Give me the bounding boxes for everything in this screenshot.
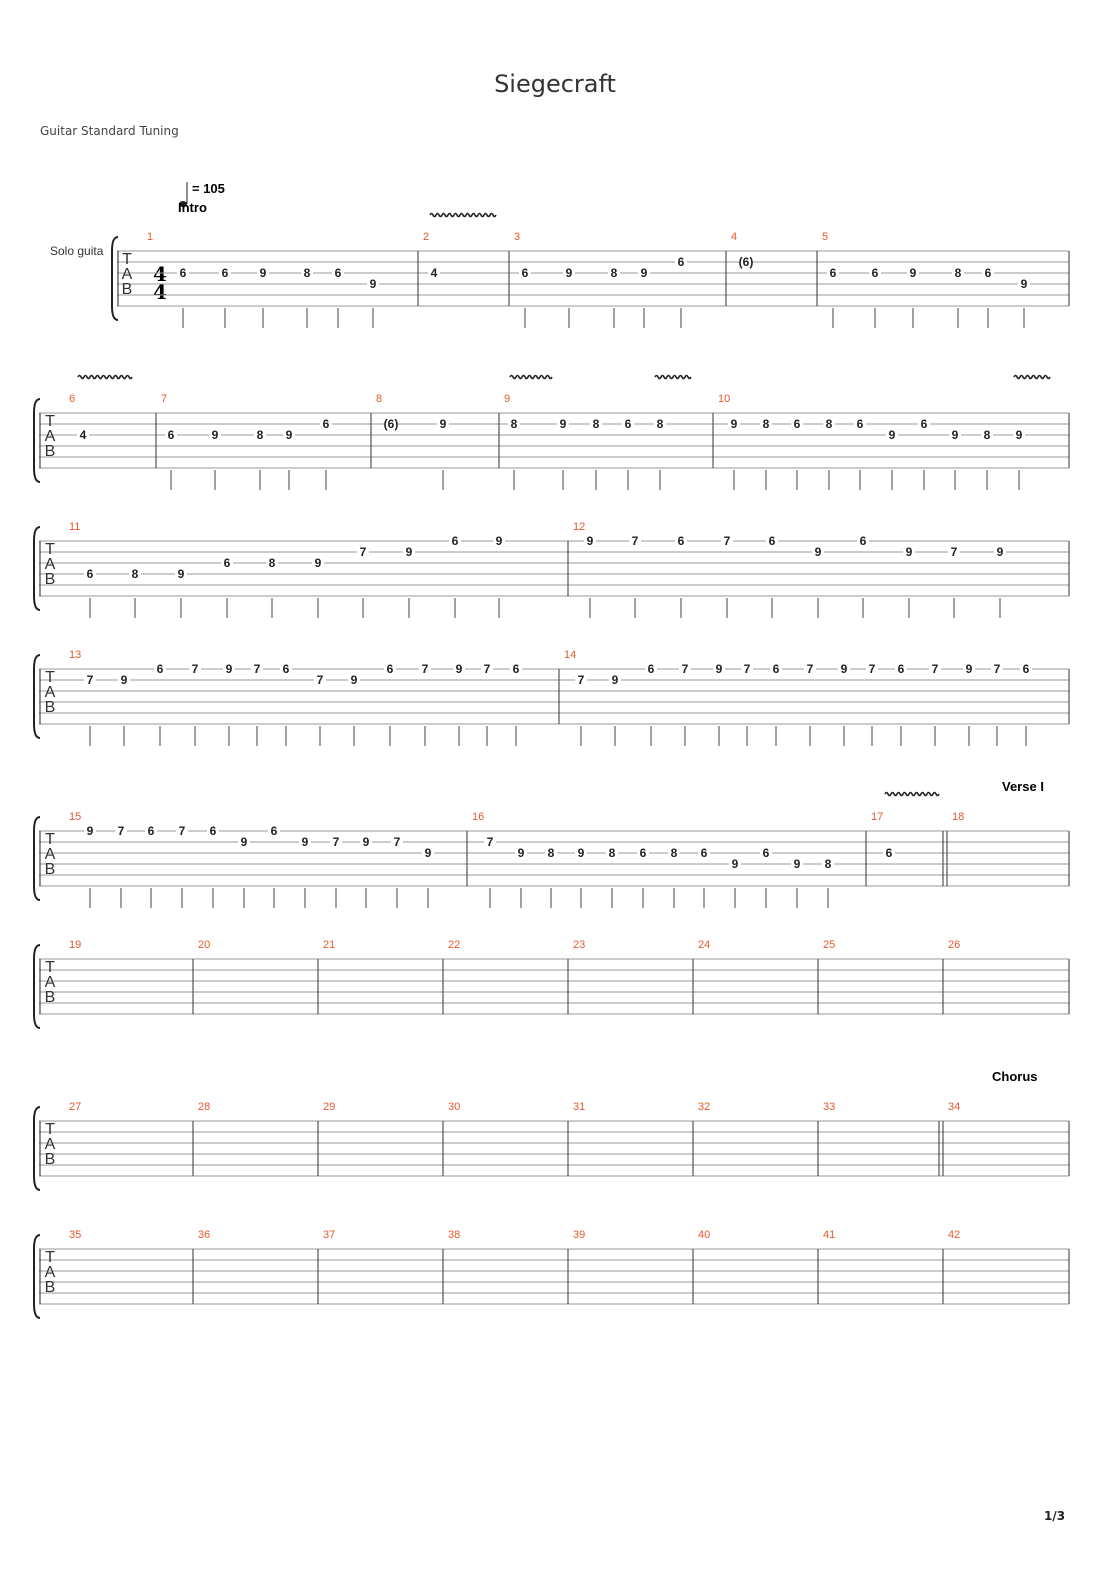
vibrato-mark	[885, 793, 939, 796]
measure-number: 14	[564, 649, 577, 661]
measure-number: 38	[448, 1229, 461, 1241]
tab-clef-letter: A	[44, 684, 56, 701]
measure-number: 25	[823, 939, 836, 951]
fret-number: 9	[259, 266, 267, 280]
fret-number: 9	[177, 567, 185, 581]
fret-number: 6	[512, 662, 520, 676]
fret-number: 8	[256, 428, 264, 442]
song-title: Siegecraft	[494, 70, 616, 98]
fret-number: 6	[270, 824, 278, 838]
fret-number: 6	[647, 662, 655, 676]
fret-number: 9	[211, 428, 219, 442]
fret-number: 9	[350, 673, 358, 687]
measure-number: 16	[472, 811, 485, 823]
tab-clef-letter: B	[44, 443, 56, 460]
fret-number: 9	[586, 534, 594, 548]
system-bracket	[34, 399, 40, 482]
fret-number: 7	[723, 534, 731, 548]
measure-number: 39	[573, 1229, 586, 1241]
fret-number: 6	[984, 266, 992, 280]
fret-number: 7	[931, 662, 939, 676]
measure-number: 30	[448, 1101, 461, 1113]
tab-clef-letter: A	[44, 428, 56, 445]
fret-number: 6	[147, 824, 155, 838]
fret-number: 8	[983, 428, 991, 442]
tab-staff	[112, 231, 1069, 320]
fret-number: 7	[577, 673, 585, 687]
fret-number: 9	[731, 857, 739, 871]
tab-clef-letter: A	[121, 266, 133, 283]
measure-number: 8	[376, 393, 383, 405]
section-label-verse: Verse I	[1002, 779, 1044, 794]
time-signature-top: 4	[153, 262, 167, 286]
fret-number: 7	[393, 835, 401, 849]
fret-number: 9	[965, 662, 973, 676]
measure-number: 15	[69, 811, 82, 823]
measure-number: 23	[573, 939, 586, 951]
fret-number: 9	[814, 545, 822, 559]
tab-clef-letter: B	[44, 571, 56, 588]
measure-number: 40	[698, 1229, 711, 1241]
fret-number: 8	[303, 266, 311, 280]
fret-number: 9	[301, 835, 309, 849]
fret-number: 7	[191, 662, 199, 676]
measure-number: 19	[69, 939, 82, 951]
fret-number: 6	[677, 534, 685, 548]
fret-number: 8	[762, 417, 770, 431]
system-bracket	[34, 1107, 40, 1190]
fret-number: 6	[871, 266, 879, 280]
tab-clef-letter: B	[44, 1151, 56, 1168]
measure-number: 37	[323, 1229, 336, 1241]
fret-number: 7	[743, 662, 751, 676]
tab-clef-letter: B	[44, 861, 56, 878]
fret-number: 9	[455, 662, 463, 676]
tab-clef-letter: B	[44, 1279, 56, 1296]
system-bracket	[112, 237, 118, 320]
fret-number: 6	[86, 567, 94, 581]
fret-number: 8	[954, 266, 962, 280]
fret-number: 8	[670, 846, 678, 860]
fret-number: 9	[905, 545, 913, 559]
fret-number: 6	[624, 417, 632, 431]
measure-number: 20	[198, 939, 211, 951]
fret-number: 9	[424, 846, 432, 860]
measure-number: 6	[69, 393, 76, 405]
fret-number: 9	[369, 277, 377, 291]
measure-number: 42	[948, 1229, 961, 1241]
tab-clef-letter: A	[44, 1136, 56, 1153]
tab-clef-letter: T	[45, 541, 55, 558]
tab-staff	[34, 1229, 1069, 1318]
measure-number: 4	[731, 231, 738, 243]
measure-number: 2	[423, 231, 430, 243]
tab-clef-letter: A	[44, 556, 56, 573]
tab-clef-letter: A	[44, 974, 56, 991]
tab-clef-letter: B	[121, 281, 133, 298]
fret-number: 7	[806, 662, 814, 676]
measure-number: 1	[147, 231, 154, 243]
fret-number: 9	[611, 673, 619, 687]
fret-number: 9	[86, 824, 94, 838]
fret-number: 7	[681, 662, 689, 676]
measure-number: 17	[871, 811, 884, 823]
vibrato-mark	[1014, 376, 1050, 379]
fret-number: 9	[362, 835, 370, 849]
tab-clef-letter: B	[44, 989, 56, 1006]
fret-number: 6	[793, 417, 801, 431]
fret-number: 6	[179, 266, 187, 280]
tab-staff	[34, 393, 1069, 482]
fret-number: 9	[577, 846, 585, 860]
tab-staff	[34, 649, 1069, 738]
fret-number: 7	[486, 835, 494, 849]
fret-number: 6	[209, 824, 217, 838]
measure-number: 10	[718, 393, 731, 405]
fret-number: 7	[950, 545, 958, 559]
system-bracket	[34, 945, 40, 1028]
measure-number: 5	[822, 231, 829, 243]
fret-number: 9	[495, 534, 503, 548]
fret-number: 6	[322, 417, 330, 431]
measure-number: 36	[198, 1229, 211, 1241]
vibrato-mark	[78, 376, 132, 379]
fret-number: 6	[521, 266, 529, 280]
fret-number: 8	[268, 556, 276, 570]
measure-number: 34	[948, 1101, 961, 1113]
fret-number: 9	[565, 266, 573, 280]
fret-number: 7	[421, 662, 429, 676]
measure-number: 33	[823, 1101, 836, 1113]
fret-number: (6)	[383, 417, 399, 431]
measure-number: 3	[514, 231, 521, 243]
tab-clef-letter: T	[122, 251, 132, 268]
fret-number: 4	[430, 266, 438, 280]
fret-number: 6	[885, 846, 893, 860]
tab-clef-letter: T	[45, 1121, 55, 1138]
measure-number: 41	[823, 1229, 836, 1241]
fret-number: 9	[793, 857, 801, 871]
fret-number: 8	[547, 846, 555, 860]
fret-number: 9	[888, 428, 896, 442]
fret-number: 9	[517, 846, 525, 860]
measure-number: 29	[323, 1101, 336, 1113]
measure-number: 26	[948, 939, 961, 951]
fret-number: 7	[316, 673, 324, 687]
fret-number: 6	[829, 266, 837, 280]
tab-clef-letter: B	[44, 699, 56, 716]
fret-number: 7	[253, 662, 261, 676]
measure-number: 18	[952, 811, 965, 823]
fret-number: 8	[656, 417, 664, 431]
fret-number: 7	[993, 662, 1001, 676]
fret-number: 9	[405, 545, 413, 559]
fret-number: 7	[117, 824, 125, 838]
measure-number: 12	[573, 521, 586, 533]
fret-number: 9	[730, 417, 738, 431]
fret-number: 8	[825, 417, 833, 431]
measure-number: 7	[161, 393, 168, 405]
vibrato-mark	[430, 214, 496, 217]
system-bracket	[34, 1235, 40, 1318]
time-signature-bottom: 4	[153, 280, 167, 304]
fret-number: 8	[592, 417, 600, 431]
vibrato-mark	[655, 376, 691, 379]
measure-number: 13	[69, 649, 82, 661]
fret-number: 6	[772, 662, 780, 676]
fret-number: 6	[762, 846, 770, 860]
fret-number: 9	[1015, 428, 1023, 442]
fret-number: 9	[285, 428, 293, 442]
fret-number: 6	[223, 556, 231, 570]
fret-number: 6	[700, 846, 708, 860]
measure-number: 32	[698, 1101, 711, 1113]
fret-number: 6	[167, 428, 175, 442]
fret-number: 6	[639, 846, 647, 860]
fret-number: 6	[156, 662, 164, 676]
fret-number: 9	[120, 673, 128, 687]
fret-number: 8	[131, 567, 139, 581]
fret-number: 8	[608, 846, 616, 860]
tab-clef-letter: T	[45, 413, 55, 430]
track-name: Solo guita	[50, 244, 104, 258]
fret-number: 7	[483, 662, 491, 676]
fret-number: 9	[909, 266, 917, 280]
fret-number: 9	[314, 556, 322, 570]
fret-number: 7	[631, 534, 639, 548]
section-label-intro: Intro	[178, 200, 207, 215]
vibrato-mark	[510, 376, 552, 379]
fret-number: 6	[856, 417, 864, 431]
fret-number: 9	[715, 662, 723, 676]
tab-clef-letter: A	[44, 1264, 56, 1281]
fret-number: 8	[610, 266, 618, 280]
fret-number: 6	[859, 534, 867, 548]
fret-number: 6	[386, 662, 394, 676]
fret-number: 7	[868, 662, 876, 676]
system-bracket	[34, 655, 40, 738]
tab-staff	[34, 1101, 1069, 1190]
tab-clef-letter: T	[45, 831, 55, 848]
fret-number: (6)	[738, 255, 754, 269]
fret-number: 6	[897, 662, 905, 676]
measure-number: 22	[448, 939, 461, 951]
system-bracket	[34, 817, 40, 900]
fret-number: 9	[951, 428, 959, 442]
fret-number: 8	[510, 417, 518, 431]
measure-number: 27	[69, 1101, 82, 1113]
fret-number: 9	[225, 662, 233, 676]
fret-number: 6	[920, 417, 928, 431]
system-bracket	[34, 527, 40, 610]
measure-number: 21	[323, 939, 336, 951]
fret-number: 6	[282, 662, 290, 676]
measure-number: 31	[573, 1101, 586, 1113]
tab-clef-letter: A	[44, 846, 56, 863]
fret-number: 6	[677, 255, 685, 269]
fret-number: 8	[824, 857, 832, 871]
measure-number: 11	[69, 521, 81, 533]
fret-number: 9	[559, 417, 567, 431]
fret-number: 4	[79, 428, 87, 442]
measure-number: 9	[504, 393, 511, 405]
tab-clef-letter: T	[45, 1249, 55, 1266]
fret-number: 6	[768, 534, 776, 548]
fret-number: 9	[640, 266, 648, 280]
tempo-mark: = 105	[192, 181, 225, 196]
fret-number: 7	[86, 673, 94, 687]
fret-number: 9	[240, 835, 248, 849]
fret-number: 7	[332, 835, 340, 849]
tab-staff	[34, 521, 1069, 610]
tab-clef-letter: T	[45, 959, 55, 976]
fret-number: 7	[178, 824, 186, 838]
measure-number: 35	[69, 1229, 82, 1241]
measure-number: 24	[698, 939, 711, 951]
tab-staff	[34, 939, 1069, 1028]
fret-number: 9	[996, 545, 1004, 559]
fret-number: 6	[334, 266, 342, 280]
fret-number: 7	[359, 545, 367, 559]
tab-clef-letter: T	[45, 669, 55, 686]
page-number: 1/3	[1044, 1509, 1066, 1523]
fret-number: 6	[1022, 662, 1030, 676]
fret-number: 6	[451, 534, 459, 548]
section-label-chorus: Chorus	[992, 1069, 1038, 1084]
measure-number: 28	[198, 1101, 211, 1113]
fret-number: 6	[221, 266, 229, 280]
fret-number: 9	[439, 417, 447, 431]
tuning-label: Guitar Standard Tuning	[40, 124, 179, 138]
fret-number: 9	[840, 662, 848, 676]
fret-number: 9	[1020, 277, 1028, 291]
